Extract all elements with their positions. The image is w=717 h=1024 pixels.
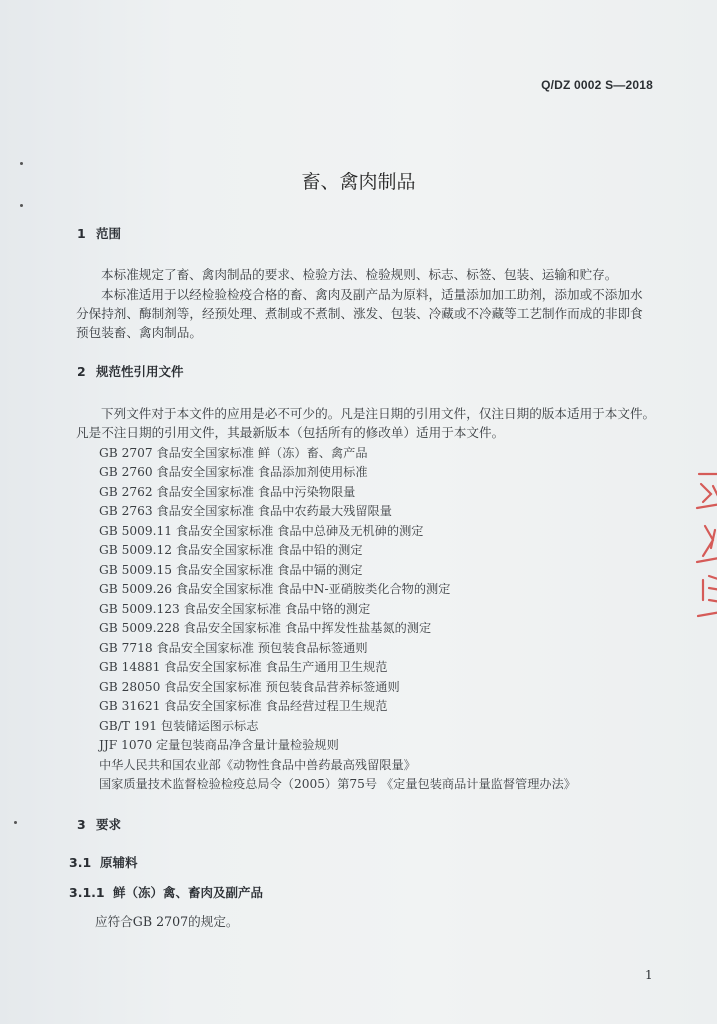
section-title: 要求 [96,817,122,832]
section-3-1-1-text: 应符合GB 2707的规定。 [95,914,239,929]
section-title: 范围 [96,226,122,241]
scope-paragraph-1: 本标准规定了畜、禽肉制品的要求、检验方法、检验规则、标志、标签、包装、运输和贮存。 [101,267,618,282]
section-number: 3.1 [69,855,92,870]
page-number: 1 [645,968,653,982]
reference-item: GB 5009.123 食品安全国家标准 食品中铬的测定 [99,602,371,616]
reference-item: GB 5009.12 食品安全国家标准 食品中铅的测定 [99,543,363,557]
references-intro-line-2: 凡是不注日期的引用文件，其最新版本（包括所有的修改单）适用于本文件。 [76,425,505,440]
scope-paragraph-2-line-2: 分保持剂、酶制剂等，经预处理、煮制或不煮制、涨发、包装、冷藏或不冷藏等工艺制作而成的非即食 [76,306,643,321]
reference-item: GB 5009.228 食品安全国家标准 食品中挥发性盐基氮的测定 [99,621,432,635]
section-title: 规范性引用文件 [96,364,184,379]
document-id: Q/DZ 0002 S—2018 [541,78,653,92]
reference-item: GB 5009.15 食品安全国家标准 食品中镉的测定 [99,563,363,577]
section-3-1-1-heading [69,883,263,901]
reference-item: GB 28050 食品安全国家标准 预包装食品营养标签通则 [99,680,400,694]
reference-item: JJF 1070 定量包装商品净含量计量检验规则 [99,738,339,752]
section-number: 3.1.1 [69,885,105,900]
section-2-heading [77,362,184,380]
scan-speck [14,821,17,824]
references-intro-line-1: 下列文件对于本文件的应用是必不可少的。凡是注日期的引用文件，仅注日期的版本适用于本文件。 [101,406,656,421]
document-title: 畜、禽肉制品 [301,171,416,193]
reference-item: GB 2707 食品安全国家标准 鲜（冻）畜、禽产品 [99,446,368,460]
section-title: 鲜（冻）禽、畜肉及副产品 [113,885,264,900]
reference-item: GB 31621 食品安全国家标准 食品经营过程卫生规范 [99,699,388,713]
section-number: 3 [77,817,86,832]
section-number: 1 [77,226,86,241]
reference-item: GB 5009.26 食品安全国家标准 食品中N-亚硝胺类化合物的测定 [99,582,451,596]
scope-paragraph-2-line-1: 本标准适用于以经检验检疫合格的畜、禽肉及副产品为原料，适量添加加工助剂，添加或不添加水 [101,287,643,302]
reference-item: 国家质量技术监督检验检疫总局令（2005）第75号 《定量包装商品计量监督管理办法》 [99,777,576,791]
red-seal-stamp-icon [693,468,717,618]
section-title: 原辅料 [100,855,138,870]
scope-paragraph-2-line-3: 预包装畜、禽肉制品。 [76,325,202,340]
reference-item: GB 14881 食品安全国家标准 食品生产通用卫生规范 [99,660,388,674]
reference-item: GB 5009.11 食品安全国家标准 食品中总砷及无机砷的测定 [99,524,424,538]
reference-item: GB 2760 食品安全国家标准 食品添加剂使用标准 [99,465,368,479]
scan-speck [20,204,23,207]
reference-item: 中华人民共和国农业部《动物性食品中兽药最高残留限量》 [99,758,416,772]
scan-speck [20,162,23,165]
section-number: 2 [77,364,86,379]
reference-item: GB 7718 食品安全国家标准 预包装食品标签通则 [99,641,368,655]
section-1-heading [77,224,121,242]
reference-item: GB/T 191 包装储运图示标志 [99,719,259,733]
reference-item: GB 2762 食品安全国家标准 食品中污染物限量 [99,485,356,499]
section-3-heading [77,815,121,833]
reference-item: GB 2763 食品安全国家标准 食品中农药最大残留限量 [99,504,392,518]
section-3-1-heading [69,853,138,871]
